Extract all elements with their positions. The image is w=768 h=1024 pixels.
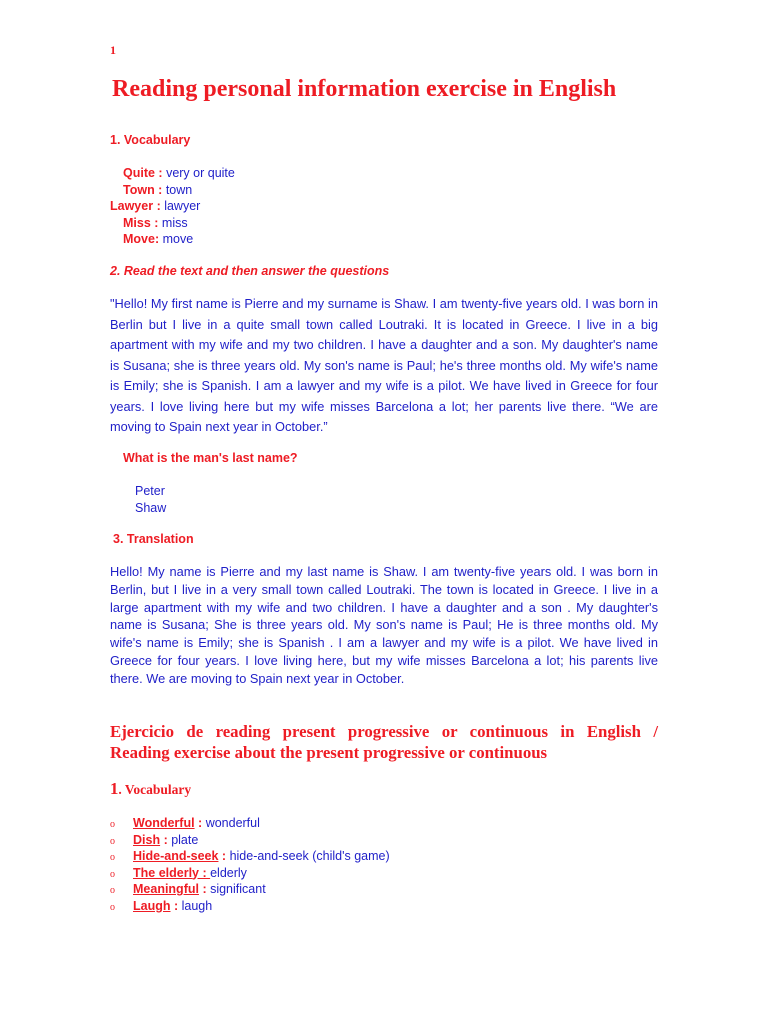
vocab-item: Town : town (123, 182, 193, 197)
vocabulary-list (110, 165, 235, 248)
list-item: o Hide-and-seek : hide-and-seek (child's game) (110, 849, 390, 863)
answer-option: Peter (135, 484, 165, 498)
vocab-item: Lawyer : lawyer (110, 199, 201, 213)
vocabulary-subheading: 1. Vocabulary (110, 779, 192, 798)
page-number: 1 (110, 43, 116, 57)
list-item: o Wonderful : wonderful (110, 816, 260, 830)
answer-option: Shaw (135, 500, 167, 515)
question: What is the man's last name? (123, 451, 298, 465)
answer-options (135, 483, 166, 516)
reading-text: "Hello! My first name is Pierre and my surname is Shaw. I am twenty-five years old. I was born in Berlin but I live in a quite small town called Loutraki. It is located in Greece. I live in a big apartment with my wife and my two children. I have a daughter and a son. My daughter's name is Susana; she is three years old. My son's name is Paul; he's three months old. My wife's name is Emily; she is Spanish. I am a lawyer and my wife is a pilot. We have lived in Greece for four years. I love living here but my wife misses Barcelona a lot; her parents live there. “We are moving to Spain next year in October.” (110, 296, 658, 434)
list-item: o The elderly : elderly (110, 865, 247, 880)
exercise-title: Ejercicio de reading present progressive or continuous in English / Reading exercise about the present progressive or continuous (110, 722, 658, 762)
list-item: o Dish : plate (110, 832, 199, 847)
page-title: Reading personal information exercise in English (112, 76, 617, 102)
translation-text: Hello! My name is Pierre and my last name is Shaw. I am twenty-five years old. I was born in Berlin, but I live in a very small town called Loutraki. The town is located in Greece. I live in a large apartment with my wife and two children. I have a daughter and a son . My daughter's name is Susana; She is three years old. My son's name is Paul; He is three months old. My wife's name is Emily; she is Spanish . I am a lawyer and my wife is a pilot. We have lived in Greece for four years. I love living here, but my wife misses Barcelona a lot; his parents live there. We are moving to Spain next year in October. (110, 564, 658, 686)
translation-heading: 3. Translation (113, 532, 194, 546)
vocab-item: Quite : very or quite (123, 166, 235, 180)
vocab-item: Miss : miss (123, 215, 188, 230)
vocabulary-heading: 1. Vocabulary (110, 133, 191, 147)
reading-instructions-heading: 2. Read the text and then answer the questions (110, 264, 390, 278)
list-item: o Meaningful : significant (110, 882, 266, 896)
list-item: o Laugh : laugh (110, 898, 213, 913)
vocab-item: Move: move (123, 232, 194, 246)
